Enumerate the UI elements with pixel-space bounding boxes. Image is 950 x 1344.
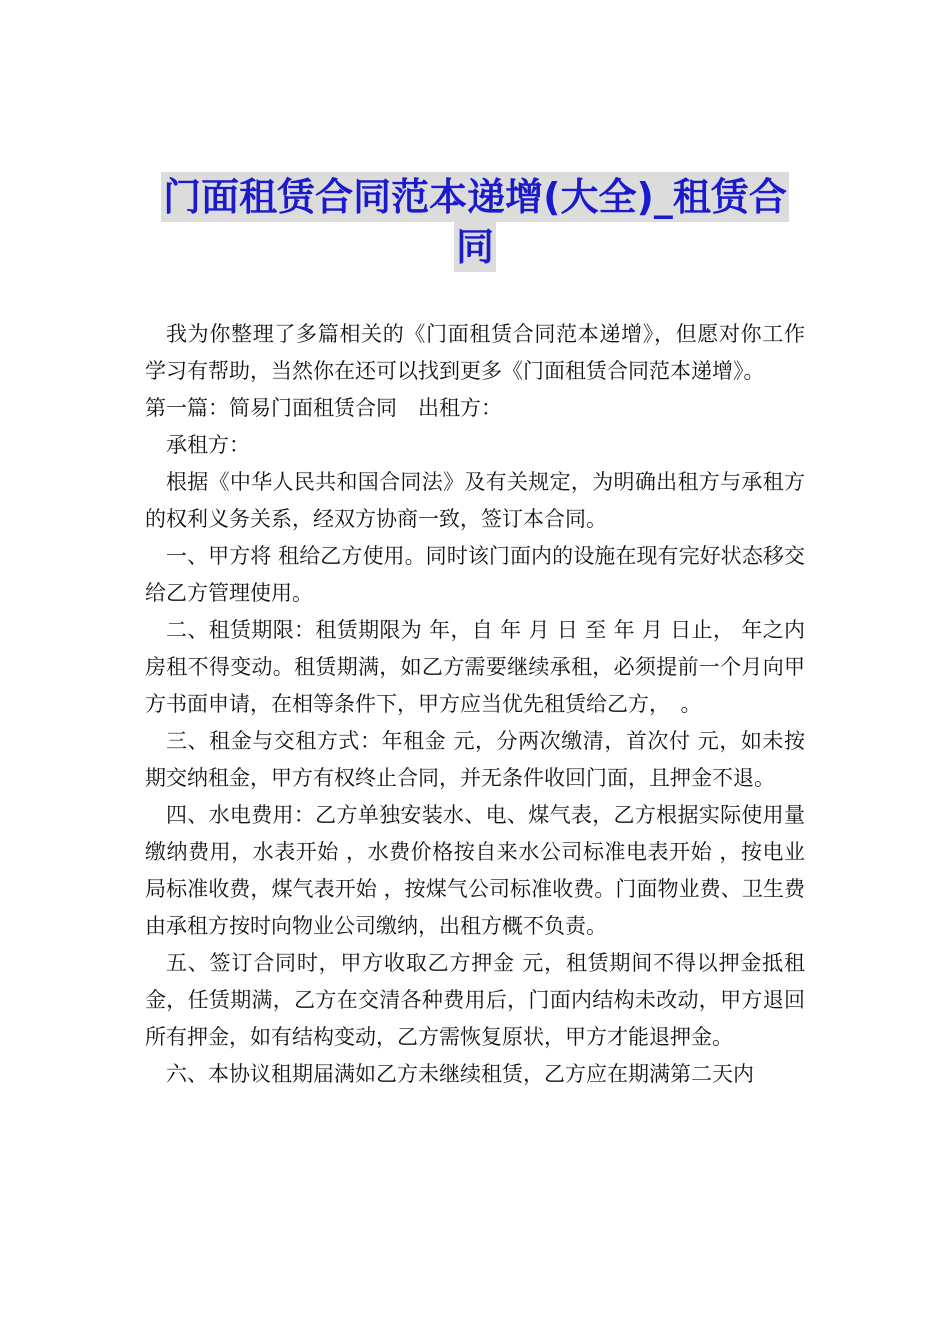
document-title [145,172,805,272]
paragraph-clause-2: 二、租赁期限：租赁期限为 年，自 年 月 日 至 年 月 日止， 年之内房租不得变动。租赁期满，如乙方需要继续承租，必须提前一个月向甲方书面申请，在相等条件下，甲方应当优先租赁给乙方， 。 [145,618,805,716]
paragraph-clause-4: 四、水电费用：乙方单独安装水、电、煤气表，乙方根据实际使用量缴纳费用，水表开始 ，水费价格按自来水公司标准电表开始 ，按电业局标准收费，煤气表开始 ，按煤气公司标准收费。门面物业费、卫生费由承租方按时向物业公司缴纳，出租方概不负责。 [145,803,805,938]
paragraph-lessee: 承租方： [166,433,250,457]
paragraph-clause-6: 六、本协议租期届满如乙方未继续租赁，乙方应在期满第二天内 [166,1062,754,1086]
title-line-1: 门面租赁合同范本递增(大全)_租赁合 [161,172,789,222]
paragraph-section-heading: 第一篇：简易门面租赁合同 出租方： [145,396,502,420]
paragraph-clause-1: 一、甲方将 租给乙方使用。同时该门面内的设施在现有完好状态移交给乙方管理使用。 [145,544,805,605]
document-body [145,316,805,1093]
title-line-2: 同 [454,222,496,272]
paragraph-clause-3: 三、租金与交租方式：年租金 元，分两次缴清，首次付 元，如未按期交纳租金，甲方有权终止合同，并无条件收回门面，且押金不退。 [145,729,805,790]
paragraph-basis: 根据《中华人民共和国合同法》及有关规定，为明确出租方与承租方的权利义务关系，经双方协商一致，签订本合同。 [145,470,805,531]
paragraph-intro: 我为你整理了多篇相关的《门面租赁合同范本递增》，但愿对你工作学习有帮助，当然你在还可以找到更多《门面租赁合同范本递增》。 [145,322,805,383]
paragraph-clause-5: 五、签订合同时，甲方收取乙方押金 元，租赁期间不得以押金抵租金，任赁期满，乙方在交清各种费用后，门面内结构未改动，甲方退回所有押金，如有结构变动，乙方需恢复原状，甲方才能退押金。 [145,951,805,1049]
